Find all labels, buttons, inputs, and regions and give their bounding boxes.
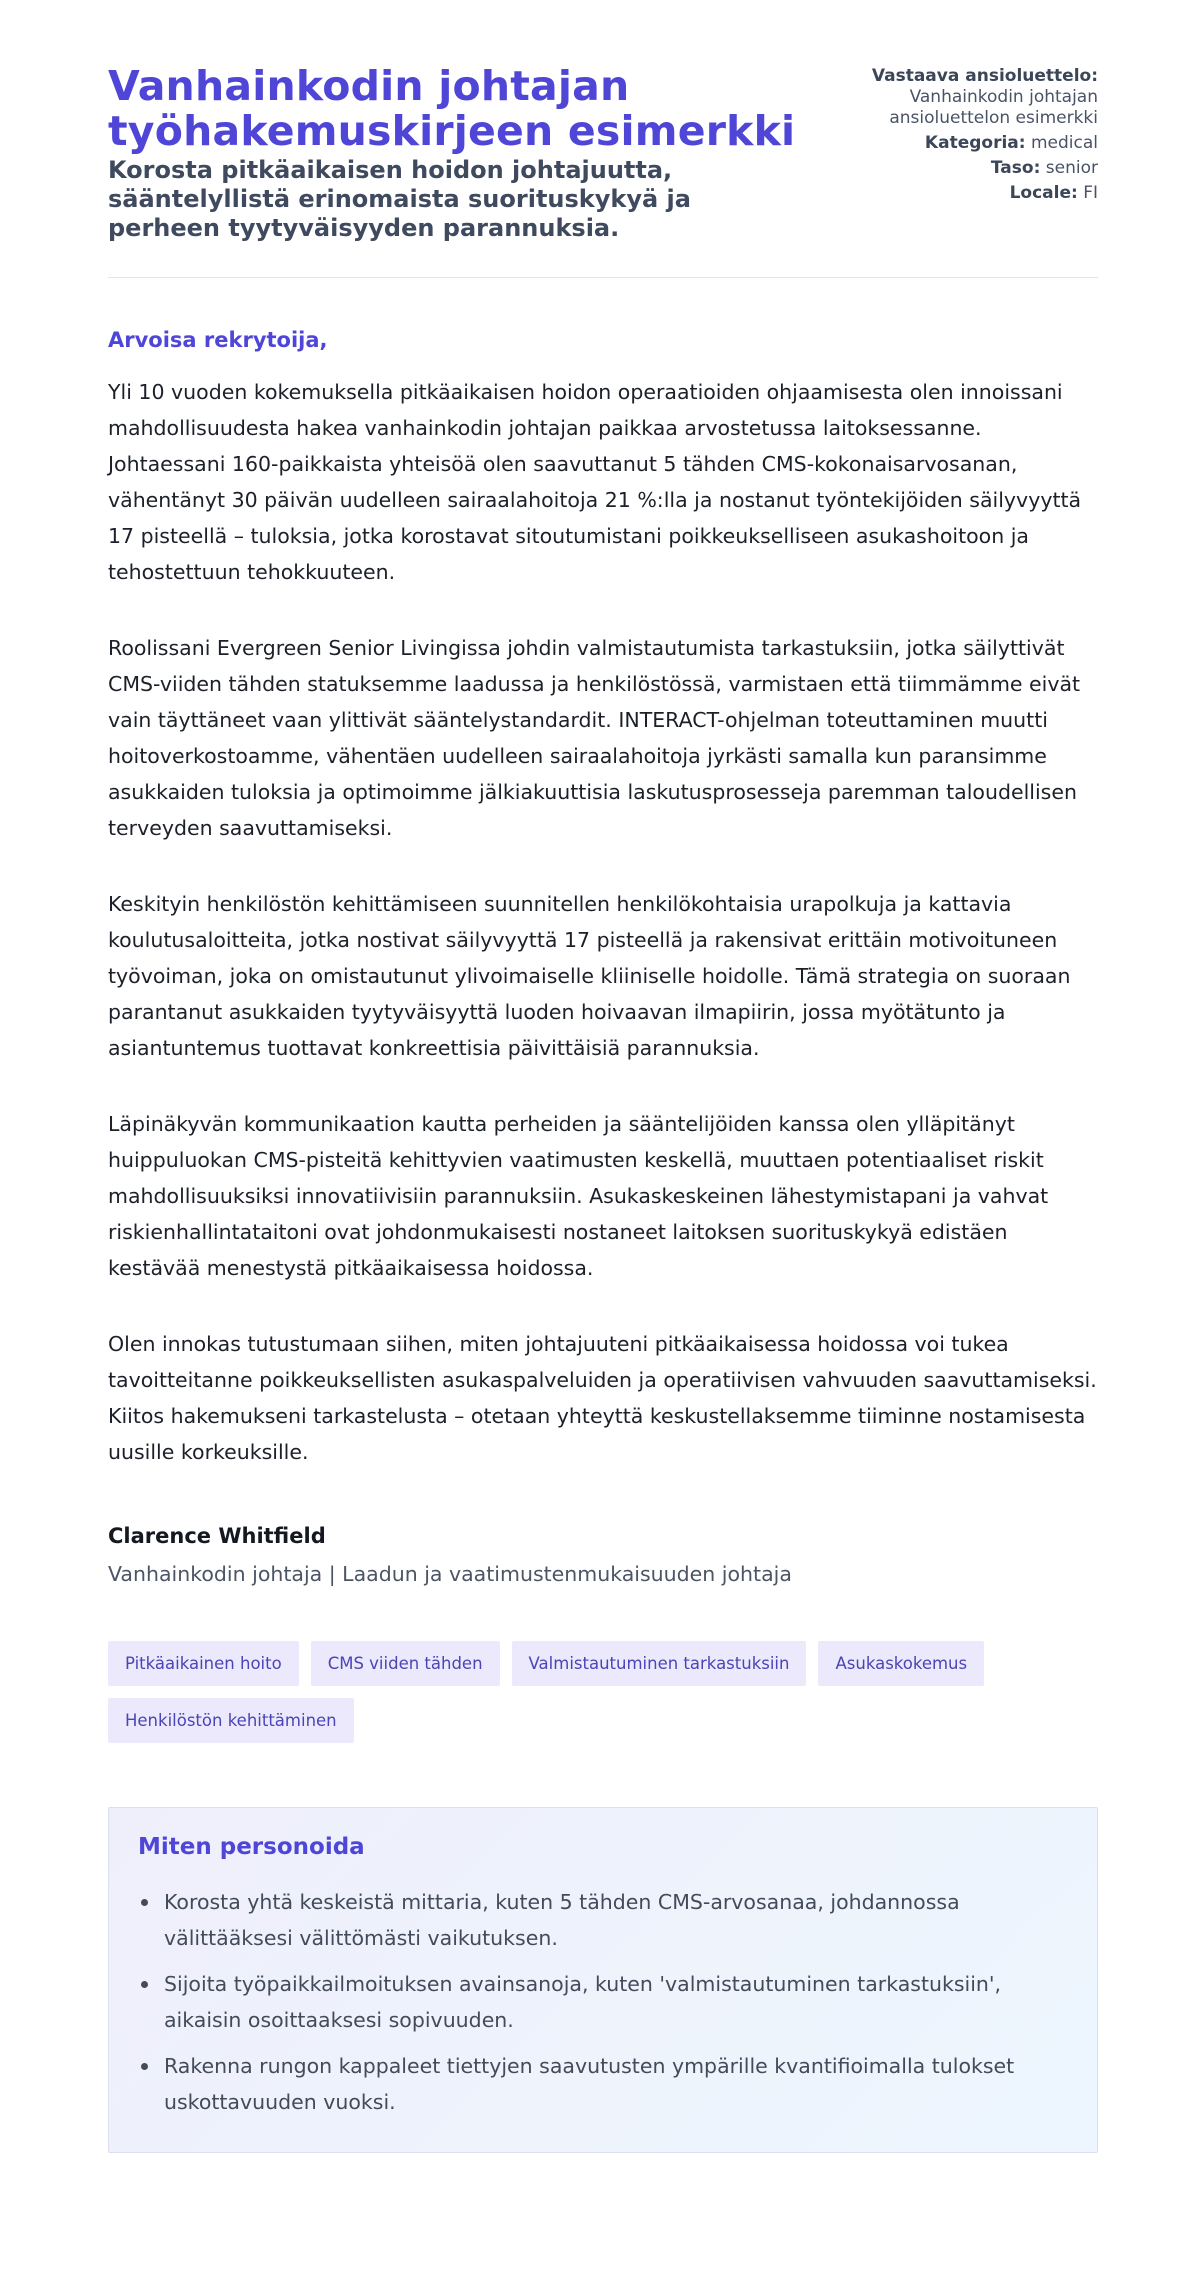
meta-category xyxy=(801,133,1098,154)
meta-panel xyxy=(801,64,1098,208)
tag-cms-five-star[interactable]: CMS viiden tähden xyxy=(311,1641,500,1686)
tag-list xyxy=(108,1641,1038,1743)
meta-locale xyxy=(801,183,1098,204)
bullet-icon xyxy=(141,1899,148,1906)
letter-body xyxy=(108,328,1098,1586)
tips-item xyxy=(138,1966,1067,2038)
letter-paragraph: Olen innokas tutustumaan siihen, miten johtajuuteni pitkäaikaisessa hoidossa voi tukea tavoitteitanne poikkeuksellisten asukaspalveluiden ja operatiivisen vahvuuden saavuttamiseksi. Kiitos hakemukseni tarkastelusta – otetaan yhteyttä keskustellaksemme tiiminne nostamisesta uusille korkeuksille. xyxy=(108,1332,1097,1464)
bullet-icon xyxy=(141,2063,148,2070)
tips-list xyxy=(138,1884,1067,2120)
tag-staff-development[interactable]: Henkilöstön kehittäminen xyxy=(108,1698,354,1743)
meta-locale-value: FI xyxy=(1083,183,1098,203)
meta-locale-label: Locale: xyxy=(1009,183,1078,203)
tips-item-text: Korosta yhtä keskeistä mittaria, kuten 5 tähden CMS-arvosanaa, johdannossa välittääksesi välittömästi vaikutuksen. xyxy=(164,1890,960,1950)
tips-item-text: Rakenna rungon kappaleet tiettyjen saavutusten ympärille kvantifioimalla tulokset uskottavuuden vuoksi. xyxy=(164,2054,1015,2114)
signature-block xyxy=(108,1524,1098,1586)
tag-long-term-care[interactable]: Pitkäaikainen hoito xyxy=(108,1641,299,1686)
tips-item xyxy=(138,1884,1067,1956)
meta-level-value: senior xyxy=(1045,158,1098,178)
letter-greeting: Arvoisa rekrytoija, xyxy=(108,328,328,352)
signature-role: Vanhainkodin johtaja | Laadun ja vaatimustenmukaisuuden johtaja xyxy=(108,1562,792,1586)
meta-resume-value[interactable]: Vanhainkodin johtajan ansioluettelon esimerkki xyxy=(889,87,1098,128)
letter-paragraph: Roolissani Evergreen Senior Livingissa johdin valmistautumista tarkastuksiin, jotka säilyttivät CMS-viiden tähden statuksemme laadussa ja henkilöstössä, varmistaen että tiimmämme eivät vain täyttäneet vaan ylittivät sääntelystandardit. INTERACT-ohjelman toteuttaminen muutti hoitoverkostoamme, vähentäen uudelleen sairaalahoitoja jyrkästi samalla kun paransimme asukkaiden tuloksia ja optimoimme jälkiakuuttisia laskutusprosesseja paremman taloudellisen terveyden saavuttamiseksi. xyxy=(108,636,1081,840)
letter-paragraph: Keskityin henkilöstön kehittämiseen suunnitellen henkilökohtaisia urapolkuja ja kattavia koulutusaloitteita, jotka nostivat säilyvyyttä 17 pisteellä ja rakensivat erittäin motivoituneen työvoiman, joka on omistautunut ylivoimaiselle kliiniselle hoidolle. Tämä strategia on suoraan parantanut asukkaiden tyytyväisyyttä luoden hoivaavan ilmapiirin, jossa myötätunto ja asiantuntemus tuottavat konkreettisia päivittäisiä parannuksia. xyxy=(108,892,1071,1060)
letter-paragraph: Läpinäkyvän kommunikaation kautta perheiden ja sääntelijöiden kanssa olen ylläpitänyt huippuluokan CMS-pisteitä kehittyvien vaatimusten keskellä, muuttaen potentiaaliset riskit mahdollisuuksiksi innovatiivisiin parannuksiin. Asukaskeskeinen lähestymistapani ja vahvat riskienhallintataitoni ovat johdonmukaisesti nostaneet laitoksen suorituskykyä edistäen kestävää menestystä pitkäaikaisessa hoidossa. xyxy=(108,1112,1049,1280)
signature-name: Clarence Whitfield xyxy=(108,1524,326,1548)
page-subtitle: Korosta pitkäaikaisen hoidon johtajuutta, sääntelyllistä erinomaista suorituskykyä ja perheen tyytyväisyyden parannuksia. xyxy=(108,156,691,242)
letter-paragraphs xyxy=(108,374,1098,1470)
tag-resident-experience[interactable]: Asukaskokemus xyxy=(818,1641,984,1686)
meta-level-label: Taso: xyxy=(990,158,1041,178)
letter-paragraph: Yli 10 vuoden kokemuksella pitkäaikaisen hoidon operaatioiden ohjaamisesta olen innoissani mahdollisuudesta hakea vanhainkodin johtajan paikkaa arvostetussa laitoksessanne. Johtaessani 160-paikkaista yhteisöä olen saavuttanut 5 tähden CMS-kokonaisarvosanan, vähentänyt 30 päivän uudelleen sairaalahoitoja 21 %:lla ja nostanut työntekijöiden säilyvyyttä 17 pisteellä – tuloksia, jotka korostavat sitoutumistani poikkeukselliseen asukashoitoon ja tehostettuun tehokkuuteen. xyxy=(108,380,1082,584)
meta-level xyxy=(801,158,1098,179)
page-header xyxy=(108,64,1098,278)
page-title: Vanhainkodin johtajan työhakemuskirjeen esimerkki xyxy=(108,62,796,155)
meta-category-value: medical xyxy=(1030,133,1098,153)
tips-item-text: Sijoita työpaikkailmoituksen avainsanoja, kuten 'valmistautuminen tarkastuksiin', aikaisin osoittaaksesi sopivuuden. xyxy=(164,1972,1002,2032)
bullet-icon xyxy=(141,1981,148,1988)
tips-title: Miten personoida xyxy=(138,1834,365,1860)
meta-category-label: Kategoria: xyxy=(924,133,1026,153)
meta-resume xyxy=(801,66,1098,129)
meta-resume-label: Vastaava ansioluettelo: xyxy=(871,66,1098,86)
tag-survey-readiness[interactable]: Valmistautuminen tarkastuksiin xyxy=(512,1641,807,1686)
tips-item xyxy=(138,2048,1067,2120)
header-title-block xyxy=(108,64,801,243)
personalization-tips-box xyxy=(108,1807,1098,2153)
